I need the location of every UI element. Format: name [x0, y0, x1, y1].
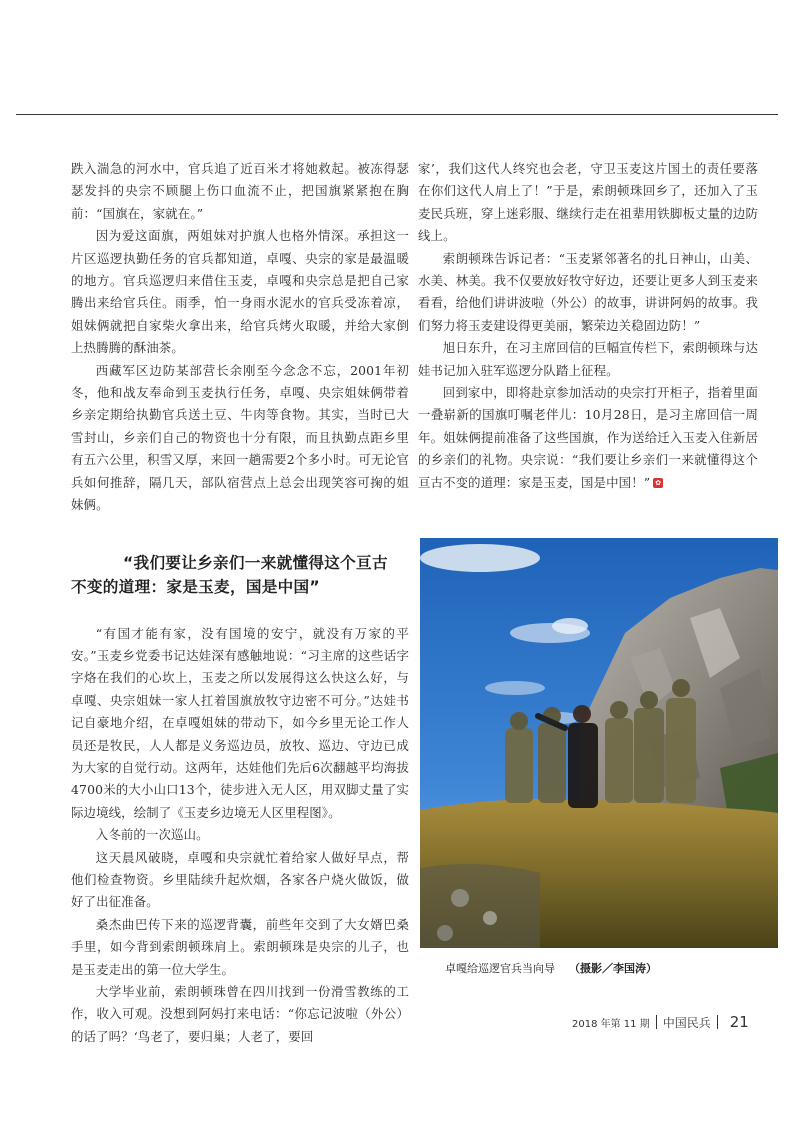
body-paragraph: 家’，我们这代人终究也会老，守卫玉麦这片国土的责任要落在你们这代人肩上了！”于是，索朗顿珠回乡了，还加入了玉麦民兵班，穿上迷彩服、继续行走在祖辈用铁脚板丈量的边防线上。 [418, 161, 758, 244]
magazine-name: 中国民兵 [662, 1015, 711, 1030]
left-column [71, 158, 409, 1048]
footer-divider [656, 1015, 657, 1029]
body-paragraph: 这天晨风破晓，卓嘎和央宗就忙着给家人做好早点，帮他们检查物资。乡里陆续升起炊烟，各家各户烧火做饭，做好了出征准备。 [71, 849, 409, 910]
closing-paragraph-text: 回到家中，即将赴京参加活动的央宗打开柜子，指着里面一叠崭新的国旗叮嘱老伴儿：10月28日，是习主席回信一周年。姐妹俩提前准备了这些国旗，作为送给迁入玉麦入住新居的乡亲们的礼物。央宗说：“我们要让乡亲们一来就懂得这个亘古不变的道理：家是玉麦，国是中国！” [418, 385, 758, 490]
mountain-patrol-photo [420, 538, 778, 948]
body-paragraph: 索朗顿珠告诉记者：“玉麦紧邻著名的扎日神山，山美、水美、林美。我不仅要放好牧守好边，还要让更多人到玉麦来看看，给他们讲讲波啦（外公）的故事，讲讲阿妈的故事。我们努力将玉麦建设得更美丽，繁荣边关稳固边防！” [418, 250, 758, 333]
body-paragraph: 西藏军区边防某部营长余刚至今念念不忘，2001年初冬，他和战友奉命到玉麦执行任务，卓嘎、央宗姐妹俩带着乡亲定期给执勤官兵送土豆、牛肉等食物。其实，当时已大雪封山，乡亲们自己的物资也十分有限，而且执勤点距乡里有五六公里，积雪又厚，来回一趟需要2个多小时。可无论官兵如何推辞，隔几天，部队宿营点上总会出现笑容可掬的姐妹俩。 [71, 362, 409, 513]
end-mark-icon: ✿ [655, 479, 662, 488]
section-heading-line-1: “我们要让乡亲们一来就懂得这个亘古 [123, 553, 388, 572]
footer-divider [717, 1015, 718, 1029]
body-paragraph: 旭日东升，在习主席回信的巨幅宣传栏下，索朗顿珠与达娃书记加入驻军巡逻分队踏上征程。 [418, 340, 758, 378]
top-rule [16, 114, 778, 115]
body-paragraph: 跌入湍急的河水中，官兵追了近百米才将她救起。被冻得瑟瑟发抖的央宗不顾腿上伤口血流不止，把国旗紧紧抱在胸前：“国旗在，家就在。” [71, 161, 409, 221]
section-heading [71, 551, 409, 599]
section-heading-line-2: 不变的道理：家是玉麦，国是中国” [71, 577, 320, 596]
body-paragraph: 桑杰曲巴传下来的巡逻背囊，前些年交到了大女婿巴桑手里，如今背到索朗顿珠肩上。索朗顿珠是央宗的儿子，也是玉麦走出的第一位大学生。 [71, 916, 409, 977]
article-photo [420, 538, 778, 948]
photo-caption [445, 961, 775, 977]
body-paragraph [418, 382, 758, 494]
page-number: 21 [729, 1013, 749, 1031]
body-paragraph: 入冬前的一次巡山。 [95, 827, 209, 843]
body-paragraph: “有国才能有家，没有国境的安宁，就没有万家的平安。”玉麦乡党委书记达娃深有感触地说：“习主席的这些话字字烙在我们的心坎上，玉麦之所以发展得这么快这么好，与卓嘎、央宗姐妹一家人扛着国旗放牧守边密不可分。”达娃书记自豪地介绍，在卓嘎姐妹的带动下，如今乡里无论工作人员还是牧民，人人都是义务巡边员，放牧、巡边、守边已成为大家的自觉行动。这两年，达娃他们先后6次翻越平均海拔4700米的大小山口13个，徒步进入无人区，用双脚丈量了实际边境线，绘制了《玉麦乡边境无人区里程图》。 [71, 625, 409, 820]
caption-text: 卓嘎给巡逻官兵当向导 [445, 962, 555, 975]
photo-credit: （摄影／李国涛） [569, 962, 657, 975]
page-footer [572, 1012, 749, 1032]
body-paragraph: 因为爱这面旗，两姐妹对护旗人也格外情深。承担这一片区巡逻执勤任务的官兵都知道，卓嘎、央宗的家是最温暖的地方。官兵巡逻归来借住玉麦，卓嘎和央宗总是把自己家腾出来给官兵住。雨季，怕一身雨水泥水的官兵受冻着凉，姐妹俩就把自家柴火拿出来，给官兵烤火取暖，并给大家倒上热腾腾的酥油茶。 [71, 228, 409, 356]
issue-label: 2018 年第 11 期 [572, 1018, 650, 1030]
right-column [418, 158, 758, 494]
body-paragraph: 大学毕业前，索朗顿珠曾在四川找到一份滑雪教练的工作，收入可观。没想到阿妈打来电话：“你忘记波啦（外公）的话了吗？‘鸟老了，要归巢；人老了，要回 [71, 984, 409, 1044]
